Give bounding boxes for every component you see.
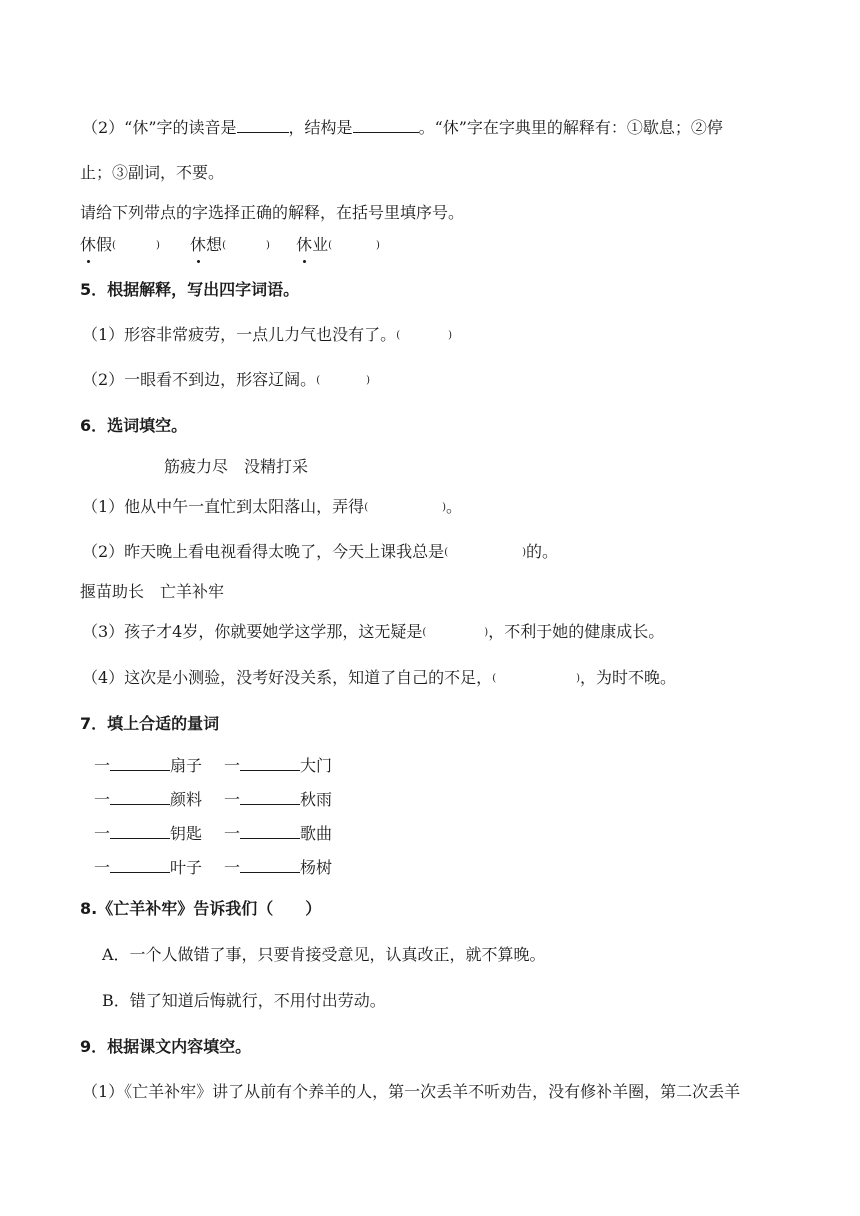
- q6-item4-suffix: ，为时不晚。: [580, 668, 677, 687]
- noun: 杨树: [300, 858, 333, 877]
- noun: 秋雨: [300, 790, 333, 809]
- measure-row: [94, 823, 332, 845]
- q6-item-1: [82, 496, 462, 521]
- q9-title: 9．根据课文内容填空。: [80, 1037, 252, 1056]
- noun: 颜料: [170, 790, 203, 809]
- dotted-char: 休: [296, 235, 313, 254]
- q5-item-text: （1）形容非常疲劳，一点儿力气也没有了。: [82, 325, 397, 344]
- close-paren: ): [522, 547, 526, 558]
- q6-item1-prefix: （1）他从中午一直忙到太阳落山，弄得: [82, 497, 365, 516]
- measure-row: [94, 857, 332, 879]
- yi-char: 一: [224, 790, 241, 809]
- measure-row: [94, 789, 332, 811]
- q5-item-text: （2）一眼看不到边，形容辽阔。: [82, 370, 317, 389]
- open-paren: (: [112, 240, 116, 251]
- measure-blank[interactable]: [110, 857, 170, 873]
- noun: 歌曲: [300, 824, 333, 843]
- q7-title: 7．填上合适的量词: [80, 714, 220, 733]
- yi-char: 一: [224, 824, 241, 843]
- noun: 扇子: [170, 756, 203, 775]
- open-paren: (: [364, 502, 369, 513]
- measure-blank[interactable]: [240, 823, 300, 839]
- q6-item-3: [82, 621, 664, 646]
- word-rest: 想: [206, 235, 223, 254]
- q4-line1-prefix: （2）“休”字的读音是: [82, 118, 237, 137]
- open-paren: (: [444, 547, 449, 558]
- close-paren: ): [484, 627, 489, 638]
- close-paren: ): [265, 240, 270, 251]
- q6-item2-suffix: 的。: [526, 542, 559, 561]
- measure-blank[interactable]: [240, 789, 300, 805]
- noun: 大门: [300, 756, 333, 775]
- measure-blank[interactable]: [240, 755, 300, 771]
- word-item: [190, 234, 270, 259]
- measure-blank[interactable]: [110, 823, 170, 839]
- yi-char: 一: [94, 824, 111, 843]
- q5-item-1: [82, 324, 452, 349]
- q6-title: 6．选词填空。: [80, 416, 188, 435]
- yi-char: 一: [224, 858, 241, 877]
- q8-option-a[interactable]: A．一个人做错了事，只要肯接受意见，认真改正，就不算晚。: [102, 945, 546, 964]
- open-paren: (: [492, 673, 497, 684]
- yi-char: 一: [94, 790, 111, 809]
- q4-line-2: 止；③副词，不要。: [80, 163, 225, 182]
- open-paren: (: [222, 240, 226, 251]
- q4-line1-suffix: 。“休”字在字典里的解释有：①歇息；②停: [418, 118, 723, 137]
- q5-item-2: [82, 369, 370, 394]
- word-item: [80, 234, 160, 259]
- yi-char: 一: [94, 756, 111, 775]
- word-rest: 业: [312, 235, 329, 254]
- q8-title: 8.《亡羊补牢》告诉我们（ ）: [80, 899, 322, 918]
- q4-word-row: [80, 234, 380, 259]
- close-paren: ): [366, 375, 370, 386]
- word-rest: 假: [96, 235, 113, 254]
- q4-line1-mid: ，结构是: [288, 118, 353, 137]
- noun: 钥匙: [170, 824, 203, 843]
- yi-char: 一: [94, 858, 111, 877]
- close-paren: ): [448, 330, 452, 341]
- q9-item-1: （1）《亡羊补牢》讲了从前有个养羊的人，第一次丢羊不听劝告，没有修补羊圈，第二次丢羊: [82, 1082, 741, 1101]
- structure-blank[interactable]: [353, 117, 419, 133]
- q6-word-group-2: 揠苗助长 亡羊补牢: [80, 582, 225, 601]
- q6-item-2: [82, 541, 558, 566]
- close-paren: ): [576, 673, 580, 684]
- close-paren: ): [376, 240, 380, 251]
- q4-line-1: [82, 117, 723, 139]
- measure-blank[interactable]: [110, 755, 170, 771]
- measure-blank[interactable]: [240, 857, 300, 873]
- open-paren: (: [422, 627, 427, 638]
- word-item: [296, 234, 380, 259]
- q5-title: 5．根据解释，写出四字词语。: [80, 280, 300, 299]
- q6-item2-prefix: （2）昨天晚上看电视看得太晚了，今天上课我总是: [82, 542, 445, 561]
- open-paren: (: [328, 240, 332, 251]
- dotted-char: 休: [190, 235, 207, 254]
- q6-item-4: [82, 667, 676, 692]
- noun: 叶子: [170, 858, 203, 877]
- q6-word-group-1: 筋疲力尽 没精打采: [164, 457, 309, 476]
- q4-instruction: 请给下列带点的字选择正确的解释，在括号里填序号。: [80, 203, 465, 222]
- measure-row: [94, 755, 332, 777]
- pronunciation-blank[interactable]: [237, 117, 289, 133]
- close-paren: ): [442, 502, 446, 513]
- yi-char: 一: [224, 756, 241, 775]
- dotted-char: 休: [80, 235, 97, 254]
- q6-item1-suffix: 。: [446, 497, 463, 516]
- q6-item3-suffix: ，不利于她的健康成长。: [488, 622, 665, 641]
- q6-item3-prefix: （3）孩子才4岁，你就要她学这学那，这无疑是: [82, 622, 423, 641]
- close-paren: ): [155, 240, 160, 251]
- open-paren: (: [316, 375, 321, 386]
- q6-item4-prefix: （4）这次是小测验，没考好没关系，知道了自己的不足，: [82, 668, 493, 687]
- measure-blank[interactable]: [110, 789, 170, 805]
- q8-option-b[interactable]: B．错了知道后悔就行，不用付出劳动。: [102, 991, 386, 1010]
- open-paren: (: [396, 330, 401, 341]
